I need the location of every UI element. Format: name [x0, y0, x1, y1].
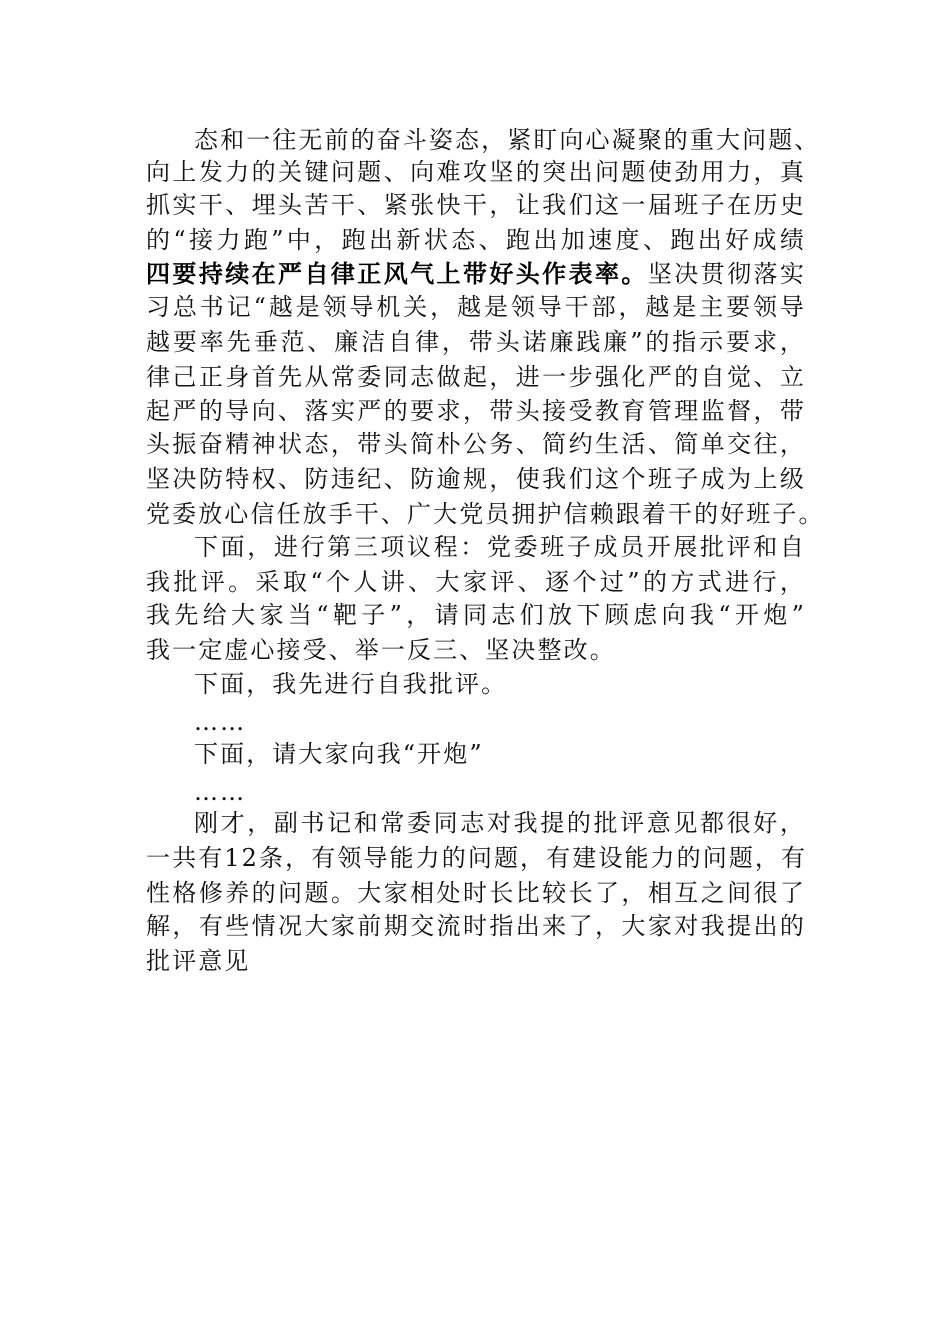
paragraph-line: 律己正身首先从常委同志做起，进一步强化严的自觉、立 [146, 363, 806, 391]
paragraph-line: 刚才，副书记和常委同志对我提的批评意见都很好， [194, 809, 806, 837]
paragraph-text: 坚决贯彻落实 [647, 260, 806, 288]
paragraph-line: 我一定虚心接受、举一反三、坚决整改。 [146, 636, 616, 664]
paragraph-line: 习总书记“越是领导机关，越是领导干部，越是主要领导 [146, 293, 806, 321]
section-heading: 四要持续在严自律正风气上带好头作表率。 [146, 259, 648, 288]
paragraph-line: 党委放心信任放手干、广大党员拥护信赖跟着干的好班子。 [146, 500, 825, 528]
paragraph-line: 的“接力跑”中，跑出新状态、跑出加速度、跑出好成绩 [146, 226, 806, 254]
paragraph-line: 我批评。采取“个人讲、大家评、逐个过”的方式进行， [146, 568, 806, 596]
paragraph-line: 起严的导向、落实严的要求，带头接受教育管理监督，带 [146, 397, 806, 425]
paragraph-line: 越要率先垂范、廉洁自律，带头诺廉践廉”的指示要求， [146, 328, 806, 356]
paragraph-line: 下面，请大家向我“开炮” [194, 740, 484, 768]
paragraph-line: 下面，进行第三项议程：党委班子成员开展批评和自 [194, 533, 806, 561]
paragraph-line: 态和一往无前的奋斗姿态，紧盯向心凝聚的重大问题、 [194, 126, 821, 154]
ellipsis-line: …… [194, 778, 247, 806]
paragraph-line: 一共有12条，有领导能力的问题，有建设能力的问题，有 [146, 844, 808, 872]
paragraph-line: 批评意见 [146, 947, 251, 975]
paragraph-line: 我先给大家当“靶子”，请同志们放下顾虑向我“开炮” [146, 601, 806, 629]
ellipsis-line: …… [194, 708, 247, 736]
paragraph-line: 抓实干、埋头苦干、紧张快干，让我们这一届班子在历史 [146, 191, 806, 219]
paragraph-line: 向上发力的关键问题、向难攻坚的突出问题使劲用力，真 [146, 158, 806, 186]
paragraph-line: 头振奋精神状态，带头简朴公务、简约生活、简单交往， [146, 430, 806, 458]
paragraph-line: 坚决防特权、防违纪、防逾规，使我们这个班子成为上级 [146, 465, 806, 493]
paragraph-line: 性格修养的问题。大家相处时长比较长了，相互之间很了 [146, 879, 806, 907]
paragraph-line-with-heading [146, 257, 806, 291]
paragraph-line: 下面，我先进行自我批评。 [194, 670, 508, 698]
paragraph-line: 解，有些情况大家前期交流时指出来了，大家对我提出的 [146, 912, 806, 940]
